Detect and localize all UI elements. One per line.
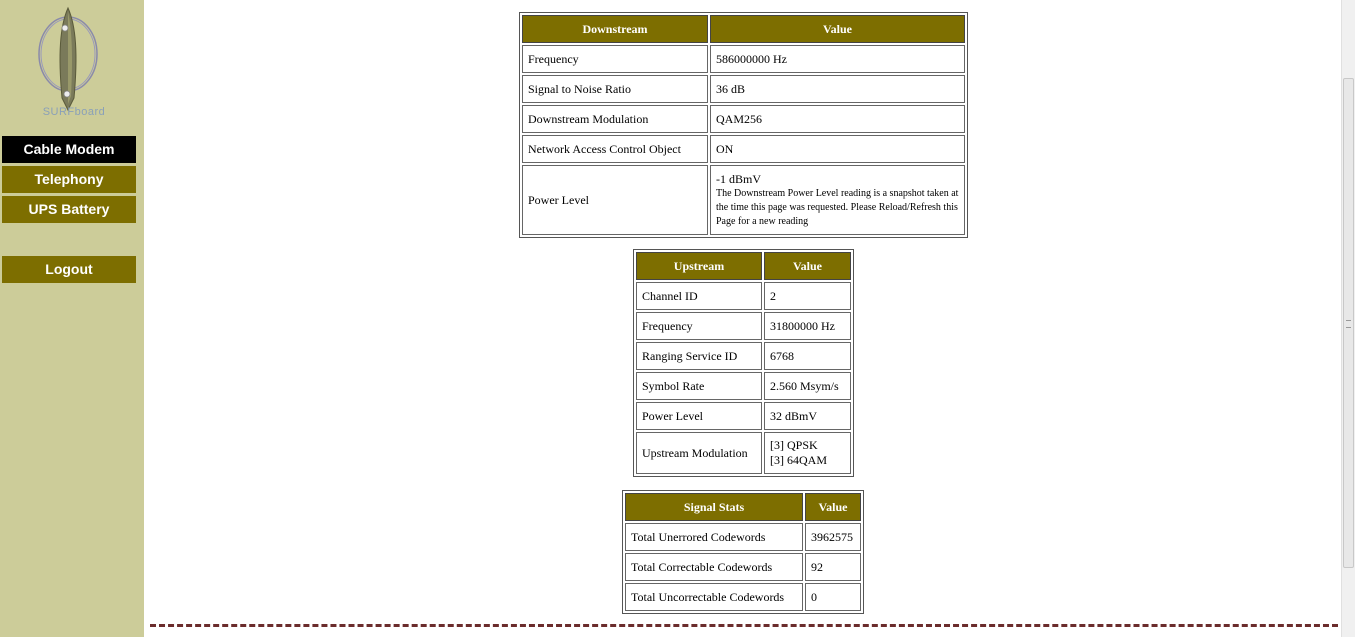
row-label: Power Level (522, 165, 708, 235)
power-level-value: -1 dBmV (716, 171, 761, 186)
row-value: 36 dB (710, 75, 965, 103)
row-value: 2 (764, 282, 851, 310)
row-label: Power Level (636, 402, 762, 430)
table-row (636, 372, 851, 400)
row-value: ON (710, 135, 965, 163)
row-label: Upstream Modulation (636, 432, 762, 474)
column-header: Value (764, 252, 851, 280)
logo-text: SURFboard (42, 106, 106, 118)
column-header: Upstream (636, 252, 762, 280)
row-label: Frequency (522, 45, 708, 73)
column-header: Downstream (522, 15, 708, 43)
surfboard-logo-icon (24, 6, 120, 122)
footer-divider (150, 624, 1338, 627)
modulation-value: [3] 64QAM (770, 453, 827, 467)
row-label: Symbol Rate (636, 372, 762, 400)
column-header: Signal Stats (625, 493, 803, 521)
row-label: Downstream Modulation (522, 105, 708, 133)
surfboard-logo (24, 6, 120, 122)
logout-button[interactable]: Logout (2, 256, 136, 283)
row-value-cell (764, 432, 851, 474)
table-row (522, 105, 965, 133)
table-row (522, 45, 965, 73)
sidebar (0, 0, 144, 637)
row-value: QAM256 (710, 105, 965, 133)
power-level-note: The Downstream Power Level reading is a snapshot taken at the time this page was requested. Please Reload/Refresh this Page for a new reading (716, 187, 959, 227)
table-row (636, 432, 851, 474)
row-value: 92 (805, 553, 861, 581)
signal-stats-table (622, 490, 864, 614)
row-value: 32 dBmV (764, 402, 851, 430)
row-value: 3962575 (805, 523, 861, 551)
row-label: Total Correctable Codewords (625, 553, 803, 581)
table-row (636, 312, 851, 340)
row-value: 0 (805, 583, 861, 611)
table-row (522, 75, 965, 103)
row-value: 586000000 Hz (710, 45, 965, 73)
row-label: Network Access Control Object (522, 135, 708, 163)
row-label: Ranging Service ID (636, 342, 762, 370)
table-row (636, 402, 851, 430)
row-label: Signal to Noise Ratio (522, 75, 708, 103)
table-row (636, 282, 851, 310)
vertical-scrollbar[interactable] (1341, 0, 1355, 637)
column-header: Value (805, 493, 861, 521)
column-header: Value (710, 15, 965, 43)
upstream-table (633, 249, 854, 477)
row-value: 2.560 Msym/s (764, 372, 851, 400)
table-row (522, 165, 965, 235)
nav-ups-battery-button[interactable]: UPS Battery (2, 196, 136, 223)
row-label: Total Unerrored Codewords (625, 523, 803, 551)
table-row (625, 583, 861, 611)
downstream-table (519, 12, 968, 238)
table-header-row (625, 493, 861, 521)
table-row (636, 342, 851, 370)
row-value: 31800000 Hz (764, 312, 851, 340)
row-label: Total Uncorrectable Codewords (625, 583, 803, 611)
modulation-value: [3] QPSK (770, 438, 818, 452)
table-header-row (636, 252, 851, 280)
table-row (625, 523, 861, 551)
nav-telephony-button[interactable]: Telephony (2, 166, 136, 193)
table-row (625, 553, 861, 581)
row-label: Frequency (636, 312, 762, 340)
table-header-row (522, 15, 965, 43)
table-row (522, 135, 965, 163)
scrollbar-grip-icon (1346, 320, 1351, 328)
nav-cable-modem-button[interactable]: Cable Modem (2, 136, 136, 163)
row-value-cell (710, 165, 965, 235)
row-label: Channel ID (636, 282, 762, 310)
row-value: 6768 (764, 342, 851, 370)
scrollbar-thumb[interactable] (1343, 78, 1354, 568)
